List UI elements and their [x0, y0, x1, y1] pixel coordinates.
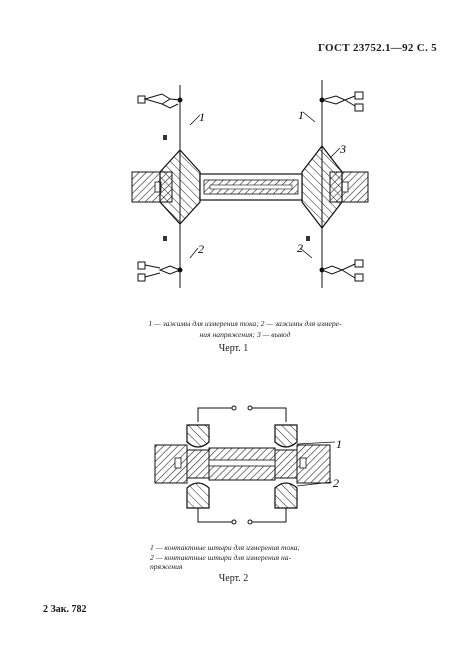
figure-1-caption-line: 1 — зажимы для измерения тока; 2 — зажимы для измере-	[148, 319, 342, 328]
fig2-pins-right	[275, 425, 297, 508]
fig2-central-body	[209, 448, 275, 480]
fig1-label-2-right: 2	[297, 241, 303, 255]
figure-2-caption	[150, 543, 350, 572]
figure-1-caption-line: ния напряжения; 3 — вывод	[199, 330, 291, 339]
footer-order-number: 2 Зак. 782	[43, 604, 87, 615]
figure-2-caption-line: 2 — контактные штыри для измерения на-	[150, 552, 292, 562]
fig1-clamp-bottom-left	[138, 262, 182, 281]
fig1-clamp-bottom-right	[320, 260, 363, 281]
fig1-clamp-top-left	[138, 94, 182, 108]
figure-1-caption	[120, 318, 370, 340]
fig2-label-2: 2	[333, 476, 339, 490]
figure-2-drawing	[0, 390, 467, 540]
fig1-lens-right	[302, 146, 342, 228]
fig2-label-1: 1	[336, 437, 342, 451]
fig1-lens-left	[160, 150, 200, 224]
fig2-pins-left	[187, 425, 209, 508]
fig1-label-1-right: 1	[298, 108, 304, 122]
figure-2-caption-line: пряжения	[150, 562, 183, 571]
figure-1-title: Черт. 1	[218, 343, 249, 354]
fig1-label-2-left: 2	[198, 242, 204, 256]
document-header: ГОСТ 23752.1—92 С. 5	[318, 42, 437, 54]
fig1-central-body	[200, 174, 302, 200]
figure-2-title: Черт. 2	[218, 573, 249, 584]
fig1-label-1-left: 1	[199, 110, 205, 124]
figure-1-drawing	[0, 0, 467, 310]
fig1-clamp-top-right	[320, 92, 363, 111]
figure-2-caption-line: 1 — контактные штыри для измерения тока;	[150, 543, 301, 552]
fig1-label-3: 3	[340, 142, 346, 156]
